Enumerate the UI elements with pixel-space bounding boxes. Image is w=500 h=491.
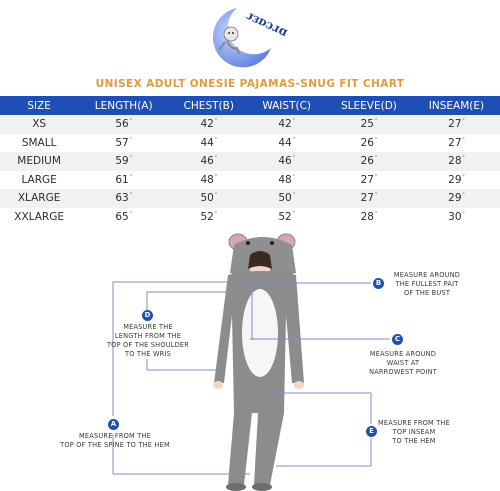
column-header: LENGTH(A) [78, 96, 169, 115]
note-line: NARROWEST POINT [369, 368, 437, 376]
note-line: OF THE BUST [403, 289, 451, 297]
column-header: SLEEVE(D) [325, 96, 413, 115]
measurement-value: 63 [115, 192, 129, 205]
badge-d: D [142, 310, 153, 321]
measurement-value: 42 [278, 118, 292, 131]
note-length [52, 432, 178, 450]
note-line: TO THE WRIS [125, 350, 171, 358]
measurement-value: 57 [115, 136, 129, 149]
inch-mark: ″ [129, 155, 132, 163]
note-chest [384, 271, 470, 298]
note-line: MEASURE THE [123, 323, 173, 331]
note-line: WAIST AT [386, 359, 420, 367]
inch-mark: ″ [214, 173, 218, 181]
measurement-value: 44 [278, 136, 292, 149]
inch-mark: ″ [292, 210, 295, 218]
measurement-value: 29 [448, 192, 462, 205]
measurement-value: 26 [360, 155, 374, 168]
note-sleeve [100, 323, 196, 359]
measurement-value: 42 [200, 118, 214, 131]
size-cell: MEDIUM [0, 152, 78, 171]
inch-mark: ″ [462, 136, 465, 144]
measurement-value: 29 [448, 173, 462, 186]
measurement-value: 50 [200, 192, 214, 205]
column-header: WAIST(C) [248, 96, 325, 115]
note-line: THE FULLEST PAIT [395, 280, 459, 288]
note-inseam [370, 419, 458, 446]
measurement-value: 44 [200, 136, 214, 149]
inch-mark: ″ [462, 210, 465, 218]
column-header: SIZE [0, 96, 78, 115]
column-header: CHEST(B) [169, 96, 248, 115]
measurement-value: 25 [360, 118, 374, 131]
inch-mark: ″ [214, 136, 218, 144]
inch-mark: ″ [292, 136, 295, 144]
note-line: TOP OF THE SHOULDER [106, 341, 190, 349]
inch-mark: ″ [375, 155, 378, 163]
inch-mark: ″ [462, 173, 465, 181]
note-line: TOP INSEAM [392, 428, 436, 436]
note-waist [360, 350, 446, 377]
inch-mark: ″ [129, 210, 132, 218]
measurement-value: 27 [360, 173, 374, 186]
measurement-value: 52 [200, 210, 214, 223]
inch-mark: ″ [214, 118, 218, 126]
size-cell: XS [0, 115, 78, 134]
measurement-value: 52 [278, 210, 292, 223]
inch-mark: ″ [129, 192, 132, 200]
inch-mark: ″ [375, 118, 378, 126]
inch-mark: ″ [462, 118, 465, 126]
badge-c: C [392, 334, 403, 345]
inch-mark: ″ [292, 173, 295, 181]
inch-mark: ″ [375, 136, 378, 144]
note-line: TO THE HEM [392, 437, 436, 445]
measurement-value: 27 [448, 136, 462, 149]
measurement-value: 27 [448, 118, 462, 131]
measurement-value: 59 [115, 155, 129, 168]
size-cell: XLARGE [0, 189, 78, 208]
inch-mark: ″ [214, 155, 218, 163]
inch-mark: ″ [129, 118, 132, 126]
measurement-value: 46 [278, 155, 292, 168]
measurement-value: 56 [115, 118, 129, 131]
measurement-value: 28 [360, 210, 374, 223]
measurement-value: 48 [278, 173, 292, 186]
note-line: MEASURE FROM THE [79, 432, 151, 440]
note-line: MEASURE FROM THE [378, 419, 450, 427]
inch-mark: ″ [129, 136, 132, 144]
badge-b: B [373, 278, 384, 289]
size-cell: LARGE [0, 171, 78, 190]
inch-mark: ″ [292, 118, 295, 126]
measurement-value: 61 [115, 173, 129, 186]
measurement-value: 26 [360, 136, 374, 149]
size-cell: SMALL [0, 134, 78, 153]
measurement-value: 27 [360, 192, 374, 205]
column-header: INSEAM(E) [413, 96, 500, 115]
measurement-value: 30 [448, 210, 462, 223]
note-line: TOP OF THE SPINE TO THE HEM [60, 441, 170, 449]
note-line: LENGTH FROM THE [114, 332, 182, 340]
badge-e: E [366, 426, 377, 437]
chart-title: UNISEX ADULT ONESIE PAJAMAS-SNUG FIT CHART [95, 78, 405, 90]
inch-mark: ″ [292, 155, 295, 163]
note-line: MEASURE AROUND [369, 350, 437, 358]
size-cell: XXLARGE [0, 208, 78, 227]
inch-mark: ″ [129, 173, 132, 181]
logo-text: ᴊᴈᴅɔɹɑ [244, 8, 290, 40]
measurement-value: 48 [200, 173, 214, 186]
inch-mark: ″ [375, 210, 378, 218]
measurement-value: 50 [278, 192, 292, 205]
inch-mark: ″ [462, 155, 465, 163]
measurement-value: 28 [448, 155, 462, 168]
inch-mark: ″ [375, 173, 378, 181]
badge-a: A [108, 419, 119, 430]
inch-mark: ″ [375, 192, 378, 200]
inch-mark: ″ [214, 192, 218, 200]
inch-mark: ″ [292, 192, 295, 200]
inch-mark: ″ [214, 210, 218, 218]
measurement-value: 46 [200, 155, 214, 168]
inch-mark: ″ [462, 192, 465, 200]
measurement-value: 65 [115, 210, 129, 223]
note-line: MEASURE AROUND [393, 271, 461, 279]
